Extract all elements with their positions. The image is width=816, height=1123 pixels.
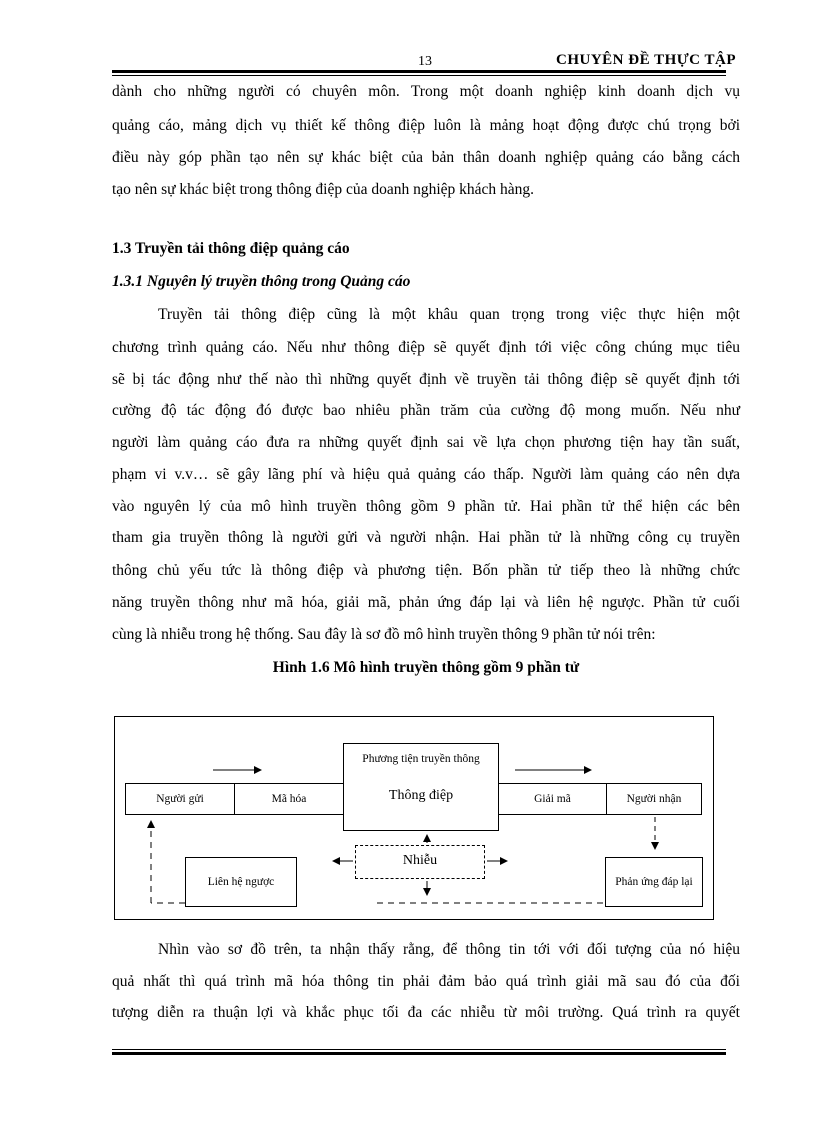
intro-line: quảng cáo, mảng dịch vụ thiết kế thông điệp luôn là mảng hoạt động được chú trọng bởi [112,117,740,134]
header-rule-thin [112,75,726,76]
media-label: Phương tiện truyền thông [362,753,480,765]
sender-box: Người gửi [125,783,235,815]
media-box [343,743,499,831]
section-heading: 1.3 Truyền tải thông điệp quảng cáo [112,240,350,257]
footer-rule-thick [112,1052,726,1055]
body-line: chương trình quảng cáo. Nếu như thông điệp sẽ quyết định tới việc công chúng mục tiêu [112,339,740,356]
footer-rule-thin [112,1049,726,1050]
encoding-box: Mã hóa [234,783,344,815]
body-line: vào nguyên lý của mô hình truyền thông gồm 9 phần tử. Hai phần tử thể hiện các bên [112,498,740,515]
decoding-box: Giải mã [498,783,607,815]
communication-model-diagram [114,716,714,920]
body-line: cường độ tác động đó được bao nhiêu phần trăm của cường độ mong muốn. Nếu như [112,402,740,419]
intro-line: dành cho những người có chuyên môn. Trong một doanh nghiệp kinh doanh dịch vụ [112,83,740,100]
body-line: phạm vi v.v… sẽ gây lãng phí và hiệu quả quảng cáo thấp. Người làm quảng cáo nên dựa [112,466,740,483]
page-number: 13 [418,54,432,69]
response-box: Phản ứng đáp lại [605,857,703,907]
intro-line: điều này góp phần tạo nên sự khác biệt của bản thân doanh nghiệp quảng cáo bằng cách [112,149,740,166]
noise-label: Nhiễu [402,853,438,868]
closing-line: tượng diễn ra thuận lợi và khắc phục tối đa các nhiễu từ môi trường. Quá trình ra quyết [112,1004,740,1021]
figure-caption: Hình 1.6 Mô hình truyền thông gồm 9 phần tử [272,659,580,676]
feedback-box: Liên hệ ngược [185,857,297,907]
receiver-box: Người nhận [606,783,702,815]
body-line: người làm quảng cáo đưa ra những quyết định sai về lựa chọn phương tiện hay tần suất, [112,434,740,451]
body-line: tham gia truyền thông là người gửi và người nhận. Hai phần tử là những công cụ truyền [112,529,740,546]
body-line: cùng là nhiễu trong hệ thống. Sau đây là sơ đồ mô hình truyền thông 9 phần tử nói trên: [112,626,656,643]
subsection-heading: 1.3.1 Nguyên lý truyền thông trong Quảng cáo [112,273,411,290]
document-header-title: CHUYÊN ĐỀ THỰC TẬP [556,52,736,68]
body-line: thông chủ yếu tức là thông điệp và phương tiện. Bốn phần tử tiếp theo là những chức [112,562,740,579]
body-line: năng truyền thông như mã hóa, giải mã, phản ứng đáp lại và liên hệ ngược. Phần tử cuối [112,594,740,611]
body-line: Truyền tải thông điệp cũng là một khâu quan trọng trong việc thực hiện một [158,306,740,323]
body-line: sẽ bị tác động như thế nào thì những quyết định về truyền tải thông điệp sẽ quyết định tới [112,371,740,388]
closing-line: Nhìn vào sơ đồ trên, ta nhận thấy rằng, để thông tin tới với đối tượng của nó hiệu [158,941,740,958]
header-rule-thick [112,70,726,73]
closing-line: quả nhất thì quá trình mã hóa thông tin phải đảm bảo quá trình giải mã sau đó của đối [112,973,740,990]
message-label: Thông điệp [388,788,454,803]
intro-line: tạo nên sự khác biệt trong thông điệp của doanh nghiệp khách hàng. [112,181,535,198]
